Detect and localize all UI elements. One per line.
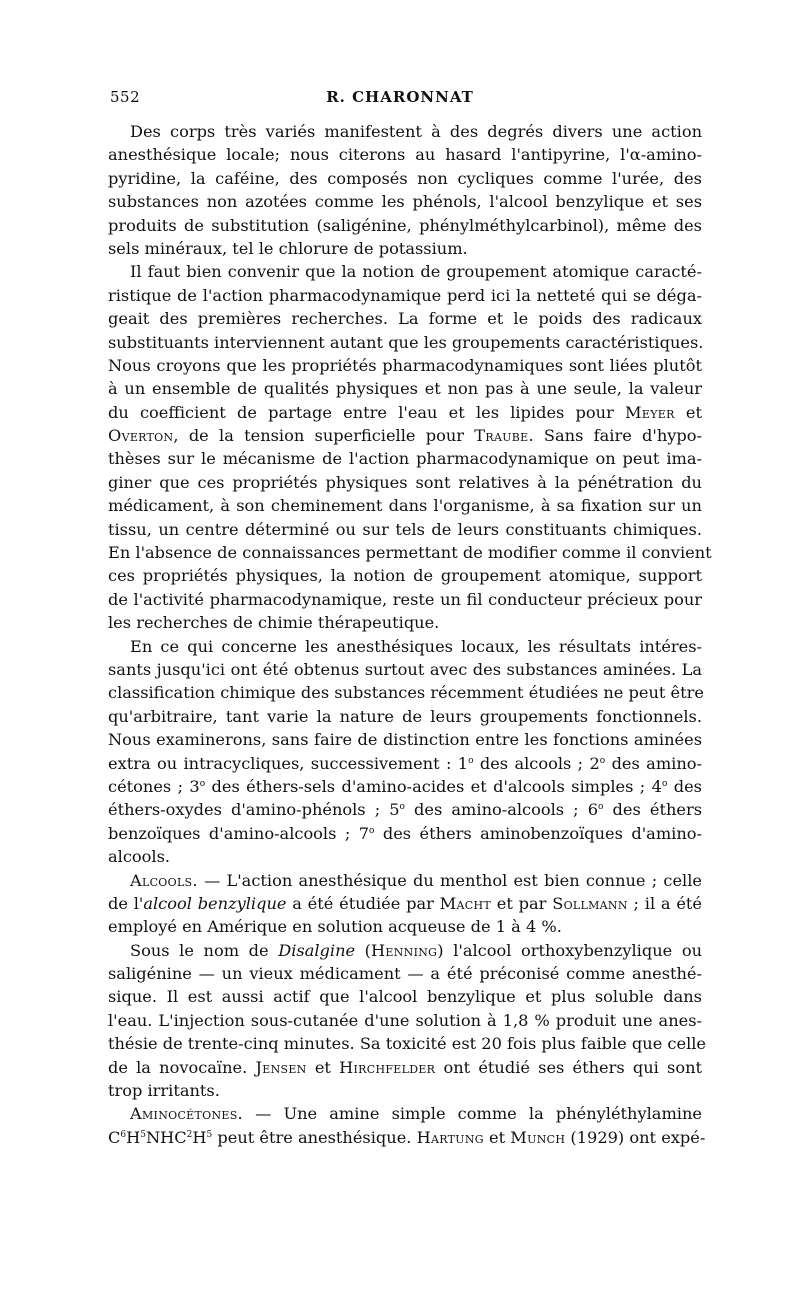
text-line: thésie de trente-cinq minutes. Sa toxicité est 20 fois plus faible que celle	[108, 1034, 707, 1054]
author-name: Traube	[474, 426, 529, 446]
author-name: Overton	[108, 426, 174, 446]
author-name: Hartung	[416, 1127, 484, 1147]
running-title: R. CHARONNAT	[326, 88, 474, 106]
text-line: ces propriétés physiques, la notion de groupement atomique, support	[108, 566, 702, 586]
text-line: sique. Il est aussi actif que l'alcool benzylique et plus soluble dans	[108, 987, 702, 1007]
line-text: et	[685, 402, 702, 422]
text-line	[108, 752, 702, 775]
text-line: à un ensemble de qualités physiques et non pas à une seule, la valeur	[108, 379, 702, 399]
text-line: En l'absence de connaissances permettant de modifier comme il convient	[108, 543, 712, 563]
text-line: Des corps très variés manifestent à des degrés divers une action	[130, 122, 702, 141]
line-text: — L'action anesthésique du menthol est bien connue ; celle	[197, 870, 702, 890]
line-text: de l'	[108, 893, 144, 913]
section-heading: Alcools.	[130, 870, 198, 890]
ordinal-mark: o	[598, 802, 604, 813]
text-line	[108, 424, 702, 447]
page-header	[110, 88, 690, 112]
line-text: et	[314, 1057, 331, 1077]
line-text: — Une amine simple comme la phényléthylamine	[242, 1104, 702, 1124]
text-line: l'eau. L'injection sous-cutanée d'une solution à 1,8 % produit une anes-	[108, 1010, 702, 1030]
line-text: de la novocaïne.	[108, 1057, 248, 1077]
text-line: Nous croyons que les propriétés pharmacodynamiques sont liées plutôt	[108, 355, 702, 375]
text-line: giner que ces propriétés physiques sont relatives à la pénétration du	[108, 472, 702, 492]
paragraph	[108, 260, 712, 634]
text-line: anesthésique locale; nous citerons au hasard l'antipyrine, l'α-amino-	[108, 145, 702, 165]
author-name: Sollmann	[552, 893, 628, 913]
text-line	[108, 798, 702, 821]
text-line: qu'arbitraire, tant varie la nature de leurs groupements fonctionnels.	[108, 706, 702, 726]
chemical-formula: $C^6H^5NHC^2H^5$	[108, 1127, 213, 1147]
ordinal-mark: o	[199, 778, 206, 789]
text-line: geait des premières recherches. La forme et le poids des radicaux	[108, 309, 702, 329]
author-name: Hirchfelder	[339, 1057, 436, 1077]
line-text: des éthers aminobenzoïques d'amino-	[374, 823, 702, 843]
text-line: saligénine — un vieux médicament — a été préconisé comme anesthé-	[108, 964, 702, 984]
text-line	[108, 869, 702, 892]
page-number: 552	[110, 88, 141, 106]
line-text: peut être anesthésique.	[212, 1127, 412, 1147]
text-line: substituants interviennent autant que les groupements caractéristiques.	[108, 332, 704, 352]
ordinal-mark: o	[399, 802, 405, 813]
line-text: des éthers-sels d'amino-acides et d'alcools simples ; 4	[205, 776, 662, 796]
line-text: ; il a été	[627, 893, 702, 913]
line-text: extra ou intracycliques, successivement : 1	[108, 753, 469, 773]
line-text: des alcools ; 2	[473, 753, 600, 773]
text-line: alcools.	[108, 847, 171, 867]
line-text: l'alcool orthoxybenzylique ou	[443, 940, 702, 960]
ordinal-mark: o	[468, 755, 474, 766]
line-text: et par	[491, 893, 547, 913]
text-line: thèses sur le mécanisme de l'action pharmacodynamique on peut ima-	[108, 449, 702, 469]
paragraph	[108, 939, 707, 1103]
text-line	[108, 401, 702, 424]
text-line: sants jusqu'ici ont été obtenus surtout avec des substances aminées. La	[108, 659, 702, 679]
section-heading: Aminocétones.	[130, 1104, 243, 1124]
author-name: Henning	[371, 940, 438, 960]
text-line	[108, 1056, 702, 1079]
text-line	[108, 1102, 702, 1125]
text-line: substances non azotées comme les phénols, l'alcool benzylique et ses	[108, 192, 702, 212]
paragraph	[108, 1102, 706, 1149]
ordinal-mark: o	[599, 755, 606, 766]
author-name: Munch	[510, 1127, 566, 1147]
italic-term: alcool benzylique	[143, 893, 287, 913]
text-line: Sous le nom de Disalgine (Henning) l'alcool orthoxybenzylique ou	[130, 940, 702, 960]
line-text: Sous le nom de	[130, 940, 269, 960]
text-line: En ce qui concerne les anesthésiques locaux, les résultats intéres-	[130, 636, 702, 656]
line-text: des éthers	[603, 800, 702, 820]
line-text: . Sans faire d'hypo-	[528, 426, 703, 446]
text-line: trop irritants.	[108, 1081, 220, 1101]
text-line	[108, 892, 702, 915]
text-line: pyridine, la caféine, des composés non cycliques comme l'urée, des	[108, 168, 702, 188]
text-line: produits de substitution (saligénine, phénylméthylcarbinol), même des	[108, 215, 702, 235]
italic-term: Disalgine	[278, 940, 356, 960]
line-text: , de la tension superficielle pour	[173, 426, 465, 446]
text-line	[108, 775, 702, 798]
text-line: médicament, à son cheminement dans l'organisme, à sa fixation sur un	[108, 496, 702, 516]
line-text: des	[667, 776, 702, 796]
text-line: de l'activité pharmacodynamique, reste un fil conducteur précieux pour	[108, 589, 702, 609]
line-text: éthers-oxydes d'amino-phénols ; 5	[108, 800, 400, 820]
line-text: ont étudié ses éthers qui sont	[435, 1057, 702, 1077]
text-line: Il faut bien convenir que la notion de groupement atomique caracté-	[130, 262, 702, 282]
paragraph	[108, 635, 702, 869]
ordinal-mark: o	[661, 778, 668, 789]
text-line: classification chimique des substances récemment étudiées ne peut être	[108, 683, 704, 703]
author-name: Macht	[439, 893, 492, 913]
author-name: Jensen	[255, 1057, 307, 1077]
text-line: ristique de l'action pharmacodynamique perd ici la netteté qui se déga-	[108, 285, 702, 305]
author-name: Meyer	[625, 402, 675, 422]
text-line	[108, 1126, 706, 1149]
line-text: a été étudiée par	[286, 893, 434, 913]
line-text: et	[489, 1127, 506, 1147]
text-line	[108, 822, 702, 845]
line-text: benzoïques d'amino-alcools ; 7	[108, 823, 370, 843]
text-line: tissu, un centre déterminé ou sur tels de leurs constituants chimiques.	[108, 519, 702, 539]
line-text: du coefficient de partage entre l'eau et les lipides pour	[108, 402, 614, 422]
text-body	[108, 120, 712, 1149]
line-text: des amino-	[605, 753, 702, 773]
text-line: Nous examinerons, sans faire de distinction entre les fonctions aminées	[108, 730, 702, 750]
paragraph	[108, 869, 702, 939]
paragraph	[108, 120, 702, 260]
text-line: employé en Amérique en solution acqueuse de 1 à 4 %.	[108, 917, 562, 937]
line-text: des amino-alcools ; 6	[404, 800, 599, 820]
line-text: (1929) ont expé-	[565, 1127, 706, 1147]
line-text: cétones ; 3	[108, 776, 200, 796]
text-line: sels minéraux, tel le chlorure de potassium.	[108, 238, 468, 258]
text-line: les recherches de chimie thérapeutique.	[108, 613, 440, 633]
ordinal-mark: o	[369, 825, 375, 836]
